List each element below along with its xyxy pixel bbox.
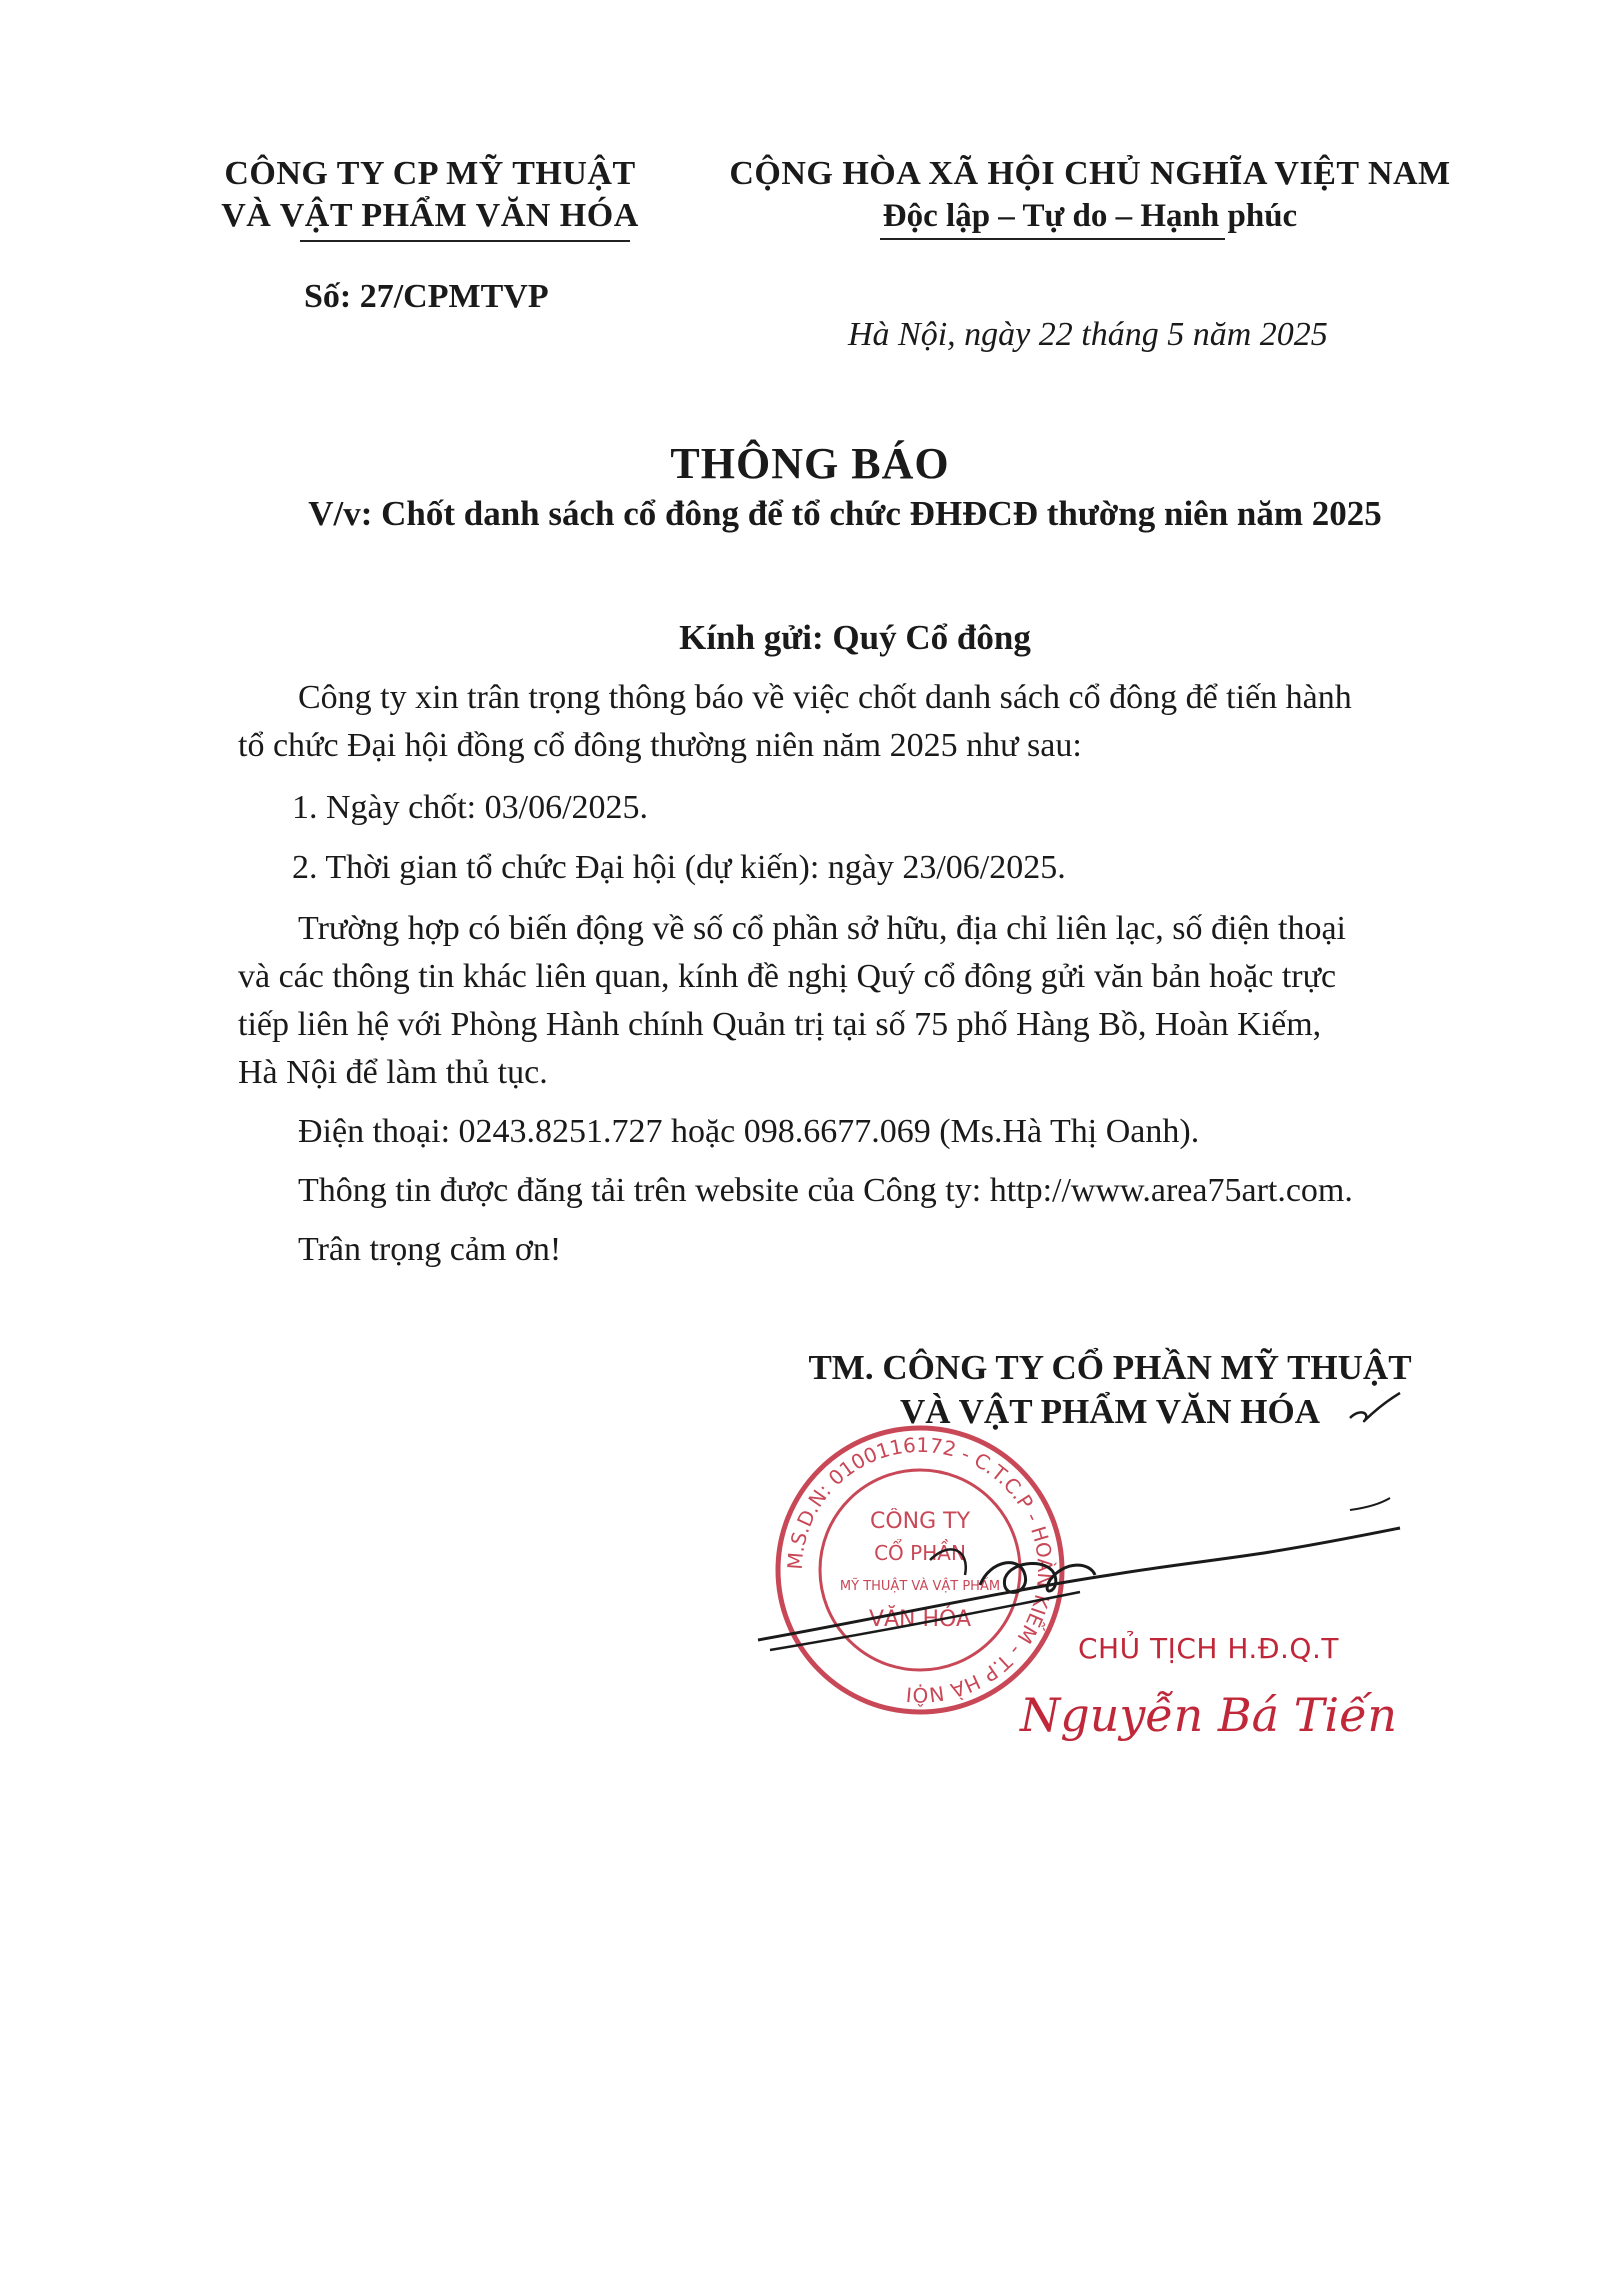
list-item-meeting-date: 2. Thời gian tổ chức Đại hội (dự kiến): ngày 23/06/2025. — [292, 849, 1066, 886]
company-underline — [300, 240, 630, 242]
website-line: Thông tin được đăng tải trên website của Công ty: http://www.area75art.com. — [298, 1172, 1353, 1209]
seal-center-line1: CÔNG TY — [869, 1509, 971, 1534]
signature-on-behalf-line2: VÀ VẬT PHẨM VĂN HÓA — [899, 1392, 1321, 1431]
para2-line-2: và các thông tin khác liên quan, kính đề nghị Quý cổ đông gửi văn bản hoặc trực — [238, 958, 1337, 995]
para2-line-1: Trường hợp có biến động về số cổ phần sở hữu, địa chỉ liên lạc, số điện thoại — [298, 910, 1346, 947]
para2-line-3: tiếp liên hệ với Phòng Hành chính Quản trị tại số 75 phố Hàng Bồ, Hoàn Kiếm, — [238, 1006, 1322, 1043]
company-name — [200, 153, 660, 237]
greeting: Kính gửi: Quý Cổ đông — [679, 618, 1031, 657]
intro-line-1: Công ty xin trân trọng thông báo về việc chốt danh sách cổ đông để tiến hành — [298, 679, 1352, 716]
seal-center-line3: MỸ THUẬT VÀ VẬT PHẨM — [839, 1579, 1001, 1594]
phone-line: Điện thoại: 0243.8251.727 hoặc 098.6677.069 (Ms.Hà Thị Oanh). — [298, 1113, 1200, 1150]
document-subject: V/v: Chốt danh sách cổ đông để tổ chức ĐHĐCĐ thường niên năm 2025 — [308, 494, 1382, 533]
intro-line-2: tổ chức Đại hội đồng cổ đông thường niên năm 2025 như sau: — [238, 727, 1082, 764]
signature-flourish — [1345, 1388, 1405, 1428]
motto-underline — [880, 238, 1225, 240]
signer-name: Nguyễn Bá Tiến — [1020, 1688, 1398, 1742]
signature-on-behalf-line1: TM. CÔNG TY CỔ PHẦN MỸ THUẬT — [808, 1348, 1412, 1387]
document-date: Hà Nội, ngày 22 tháng 5 năm 2025 — [848, 316, 1328, 353]
para2-line-4: Hà Nội để làm thủ tục. — [238, 1054, 548, 1091]
national-motto: Độc lập – Tự do – Hạnh phúc — [882, 198, 1298, 234]
seal-center-line4: VĂN HÓA — [868, 1607, 972, 1632]
document-title: THÔNG BÁO — [670, 439, 950, 488]
company-name-line2: VÀ VẬT PHẨM VĂN HÓA — [221, 197, 639, 234]
signer-position: CHỦ TỊCH H.Đ.Q.T — [1078, 1632, 1339, 1665]
seal-center-line2: CỔ PHẦN — [874, 1541, 966, 1565]
closing-line: Trân trọng cảm ơn! — [298, 1231, 562, 1268]
national-header — [710, 153, 1470, 237]
list-item-record-date: 1. Ngày chốt: 03/06/2025. — [292, 789, 649, 826]
company-name-line1: CÔNG TY CP MỸ THUẬT — [224, 155, 636, 192]
country-name: CỘNG HÒA XÃ HỘI CHỦ NGHĨA VIỆT NAM — [729, 155, 1451, 192]
document-number: Số: 27/CPMTVP — [304, 278, 549, 315]
seal-ring-text: M.S.D.N: 0100116172 - C.T.C.P - HOÀN KIẾM - T.P HÀ NỘI — [782, 1432, 1058, 1708]
